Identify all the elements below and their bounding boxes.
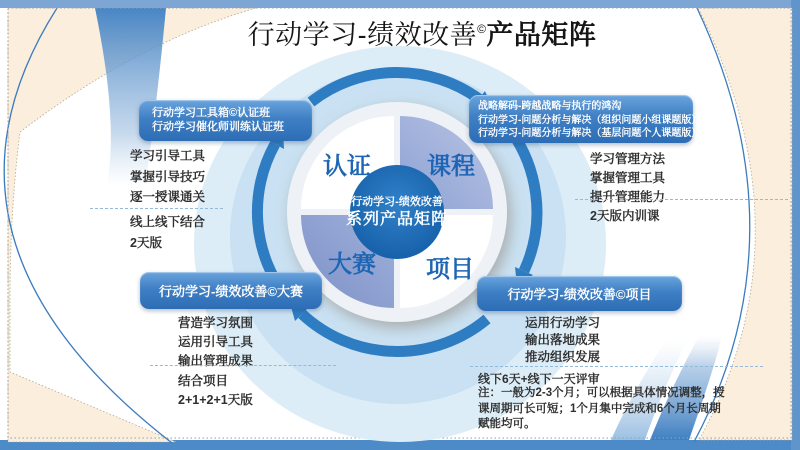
title-copyright: © (477, 22, 487, 36)
note-item: 结合项目 (178, 374, 229, 388)
note-item: 提升管理能力 (590, 190, 666, 204)
project-notes (525, 315, 600, 366)
project-box (477, 276, 682, 311)
certification-divider (90, 208, 223, 209)
frame-top-band (0, 0, 800, 8)
courses-box-line3: 行动学习-问题分析与解决（基层问题个人课题版） (478, 128, 702, 139)
note-item: 2天版 (130, 235, 162, 250)
note-item: 运用行动学习 (525, 316, 601, 330)
quadrant-label-courses: 课程 (427, 153, 475, 180)
quadrant-label-certification: 认证 (323, 153, 371, 180)
courses-divider (575, 199, 788, 200)
note-item: 学习管理方法 (590, 152, 666, 166)
competition-footer (178, 372, 253, 410)
title-part2: 产品矩阵 (486, 20, 597, 50)
certification-notes (130, 146, 205, 208)
certification-footer (130, 212, 205, 253)
note-item: 2天版内训课 (590, 209, 660, 223)
frame-right-band (791, 0, 800, 450)
certification-box-line1: 行动学习工具箱©认证班 (152, 107, 271, 119)
note-item: 线上线下结合 (130, 215, 206, 229)
competition-box (140, 272, 322, 309)
quadrant-label-project: 项目 (426, 256, 474, 283)
matrix-center-line1: 行动学习-绩效改善 (351, 196, 443, 209)
note-item: 学习引导工具 (130, 149, 206, 163)
competition-notes (178, 314, 253, 371)
competition-box-label: 行动学习-绩效改善©大赛 (159, 284, 303, 299)
certification-box-line2: 行动学习催化师训练认证班 (152, 121, 284, 133)
note-item: 2+1+2+1天版 (178, 393, 253, 407)
project-footer-note: 注：一般为2-3个月；可以根据具体情况调整，授课周期可长可短；1个月集中完成和6个月长周期赋能均可。 (478, 387, 725, 430)
project-footer-line: 线下6天+线下一天评审 (478, 372, 600, 386)
courses-box-line2: 行动学习-问题分析与解决（组织问题小组课题版） (478, 114, 702, 126)
project-box-label: 行动学习-绩效改善©项目 (507, 287, 652, 302)
title-part1: 行动学习-绩效改善 (247, 20, 478, 50)
note-item: 掌握管理工具 (590, 171, 666, 185)
note-item: 输出管理成果 (178, 354, 254, 368)
page-title (0, 13, 800, 52)
courses-box-line1: 战略解码-跨越战略与执行的鸿沟 (478, 101, 622, 112)
matrix-center-line2: 系列产品矩阵 (345, 210, 448, 228)
courses-box (469, 95, 702, 143)
quadrant-label-competition: 大赛 (328, 251, 376, 278)
note-item: 逐一授课通关 (130, 190, 206, 204)
note-item: 掌握引导技巧 (130, 169, 206, 184)
note-item: 营造学习氛围 (178, 316, 254, 330)
note-item: 运用引导工具 (178, 335, 254, 349)
frame-beige-right (698, 8, 792, 440)
courses-footer (590, 207, 659, 226)
certification-box (139, 100, 312, 141)
note-item: 推动组织发展 (525, 350, 601, 364)
competition-divider (150, 365, 336, 366)
matrix-center-text (322, 189, 472, 237)
note-item: 输出落地成果 (525, 333, 601, 347)
project-divider (470, 366, 763, 367)
